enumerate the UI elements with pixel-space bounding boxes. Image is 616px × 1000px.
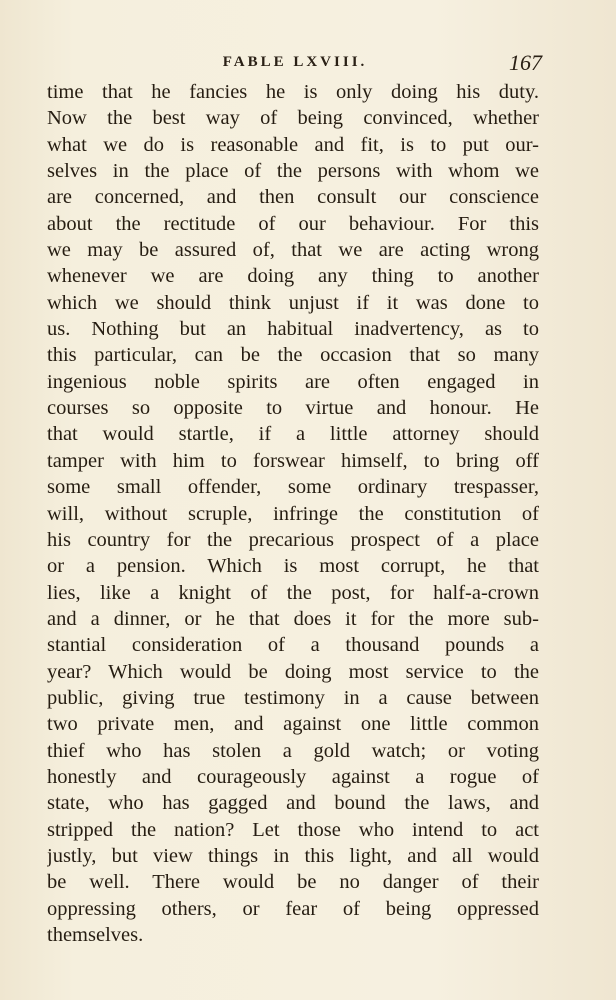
body-text <box>47 79 539 948</box>
running-title: FABLE LXVIII. <box>222 54 368 70</box>
page-number: 167 <box>509 50 542 75</box>
text-line: oppressing others, or fear of being oppressed <box>47 897 539 920</box>
text-line: justly, but view things in this light, and all would <box>47 844 539 867</box>
text-line: courses so opposite to virtue and honour. He <box>47 397 539 420</box>
text-line: two private men, and against one little common <box>47 713 539 736</box>
text-line: we may be assured of, that we are acting wrong <box>47 239 539 262</box>
text-line: us. Nothing but an habitual inadvertency, as to <box>47 318 539 341</box>
text-line: which we should think unjust if it was done to <box>47 291 539 314</box>
text-line: stantial consideration of a thousand pounds a <box>47 634 539 657</box>
text-line: state, who has gagged and bound the laws, and <box>47 792 539 815</box>
text-line: whenever we are doing any thing to another <box>47 265 539 288</box>
text-line: and a dinner, or he that does it for the more sub- <box>47 607 539 630</box>
text-line: public, giving true testimony in a cause between <box>47 686 539 709</box>
text-line: honestly and courageously against a rogue of <box>47 765 539 788</box>
text-line: be well. There would be no danger of their <box>47 871 539 894</box>
text-line: selves in the place of the persons with whom we <box>47 160 539 183</box>
text-line: lies, like a knight of the post, for half-a-crown <box>47 581 539 604</box>
text-line: this particular, can be the occasion that so many <box>47 344 539 367</box>
page-header <box>48 50 542 80</box>
text-line: year? Which would be doing most service to the <box>47 660 539 683</box>
text-line: tamper with him to forswear himself, to bring off <box>47 449 539 472</box>
text-line: time that he fancies he is only doing his duty. <box>47 81 539 103</box>
text-line: will, without scruple, infringe the constitution of <box>47 502 539 525</box>
text-line: are concerned, and then consult our conscience <box>47 186 539 209</box>
text-line: his country for the precarious prospect of a place <box>47 528 539 551</box>
text-line-last: themselves. <box>47 924 144 946</box>
text-line: or a pension. Which is most corrupt, he that <box>47 555 539 578</box>
text-line: Now the best way of being convinced, whether <box>47 107 539 130</box>
text-line: ingenious noble spirits are often engaged in <box>47 370 539 393</box>
text-line: stripped the nation? Let those who intend to act <box>47 818 539 841</box>
text-line: what we do is reasonable and fit, is to put our- <box>47 133 539 156</box>
text-line: thief who has stolen a gold watch; or voting <box>47 739 539 762</box>
text-line: that would startle, if a little attorney should <box>47 423 539 446</box>
text-line: about the rectitude of our behaviour. For this <box>47 212 539 235</box>
text-line: some small offender, some ordinary trespasser, <box>47 476 539 499</box>
